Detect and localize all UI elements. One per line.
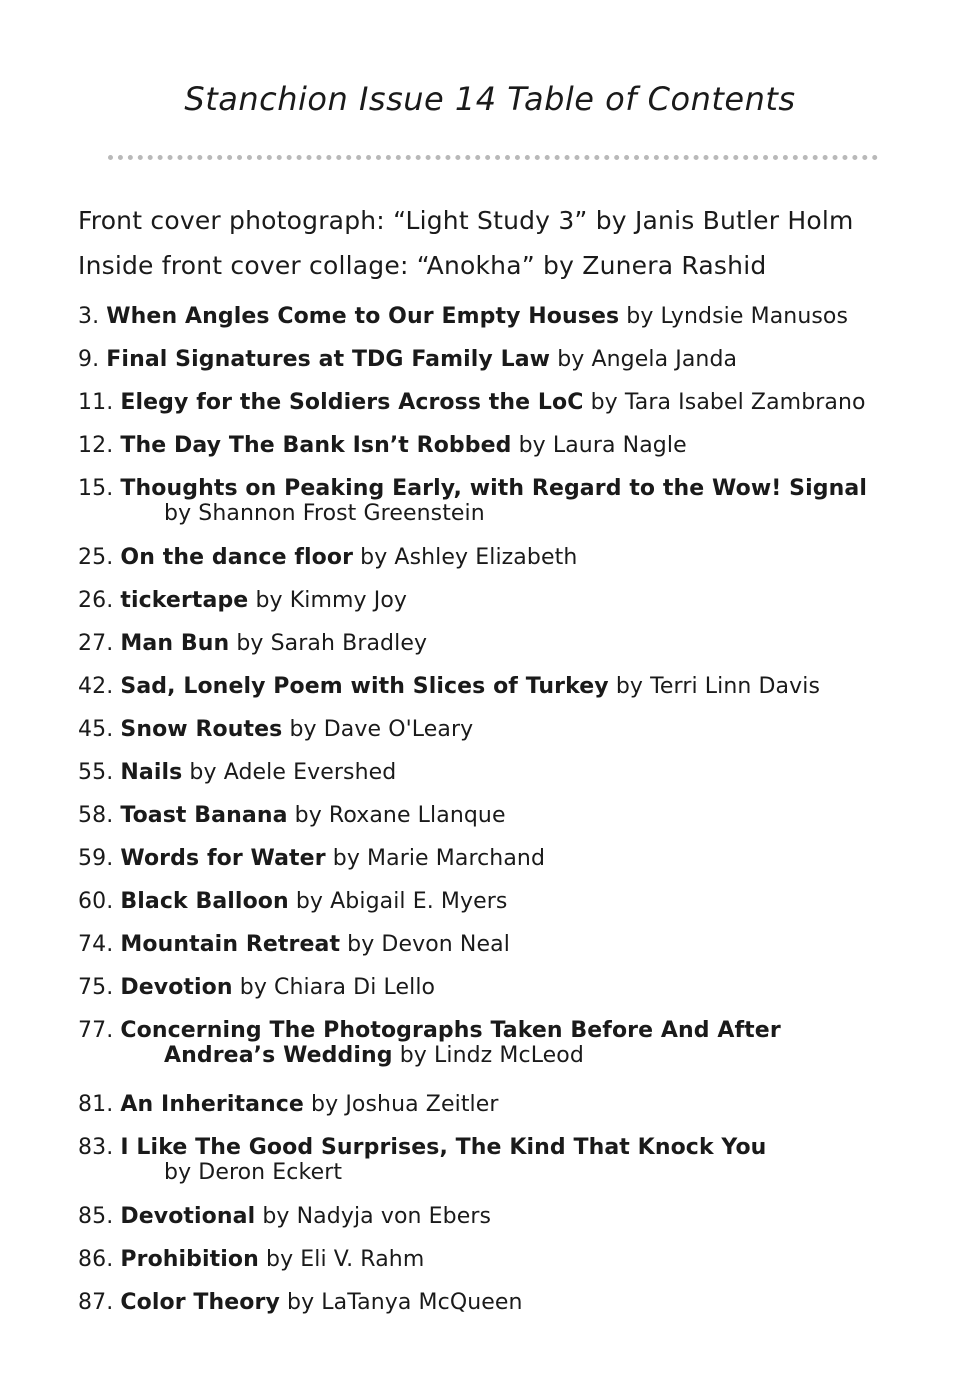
entry-title: I Like The Good Surprises, The Kind That Knock You <box>120 1135 767 1160</box>
entry-byline: by Lindz McLeod <box>399 1043 584 1068</box>
page-number: 9. <box>78 347 100 372</box>
entry-title: Sad, Lonely Poem with Slices of Turkey <box>120 674 609 699</box>
entry-title: Concerning The Photographs Taken Before And After <box>120 1018 781 1043</box>
entry-title: Thoughts on Peaking Early, with Regard to the Wow! Signal <box>120 476 867 501</box>
page-number: 86. <box>78 1247 114 1272</box>
inside-cover-credit: Inside front cover collage: “Anokha” by Zunera Rashid <box>78 251 767 280</box>
entry-title: Toast Banana <box>120 803 288 828</box>
entry-title: Nails <box>120 760 183 785</box>
toc-entry <box>78 1135 968 1204</box>
entry-title: The Day The Bank Isn’t Robbed <box>120 433 512 458</box>
entry-byline: by Chiara Di Lello <box>239 975 436 1000</box>
entry-title: Elegy for the Soldiers Across the LoC <box>120 390 584 415</box>
page-number: 74. <box>78 932 114 957</box>
toc-entry <box>78 1204 968 1247</box>
entry-byline: by Deron Eckert <box>164 1160 343 1185</box>
entry-title: Mountain Retreat <box>120 932 341 957</box>
entry-byline: by Dave O'Leary <box>289 717 474 742</box>
page-number: 26. <box>78 588 114 613</box>
entry-byline: by Terri Linn Davis <box>615 674 821 699</box>
entry-byline: by Adele Evershed <box>189 760 397 785</box>
entry-byline: by Angela Janda <box>557 347 738 372</box>
toc-entry <box>78 674 968 717</box>
toc-entry <box>78 304 968 347</box>
entry-title: An Inheritance <box>120 1092 304 1117</box>
entry-title: Final Signatures at TDG Family Law <box>106 347 551 372</box>
entry-title: Prohibition <box>120 1247 259 1272</box>
toc-entry <box>78 1018 968 1092</box>
entry-title: Color Theory <box>120 1290 280 1315</box>
page-number: 25. <box>78 545 114 570</box>
toc-entry <box>78 347 968 390</box>
page-number: 11. <box>78 390 114 415</box>
toc-entry <box>78 932 968 975</box>
toc-entry <box>78 975 968 1018</box>
toc-entry <box>78 1290 968 1333</box>
contents-list <box>78 304 968 1333</box>
page-number: 27. <box>78 631 114 656</box>
entry-title: When Angles Come to Our Empty Houses <box>106 304 620 329</box>
page-number: 60. <box>78 889 114 914</box>
toc-entry <box>78 803 968 846</box>
page-number: 42. <box>78 674 114 699</box>
page-number: 12. <box>78 433 114 458</box>
entry-byline: by Devon Neal <box>347 932 510 957</box>
page-number: 15. <box>78 476 114 501</box>
page-title: Stanchion Issue 14 Table of Contents <box>184 80 796 118</box>
entry-title: On the dance floor <box>120 545 354 570</box>
page-number: 3. <box>78 304 100 329</box>
toc-entry <box>78 760 968 803</box>
dotted-divider <box>108 155 878 160</box>
cover-credits <box>78 198 958 288</box>
page-number: 55. <box>78 760 114 785</box>
front-cover-credit: Front cover photograph: “Light Study 3” by Janis Butler Holm <box>78 206 854 235</box>
toc-entry <box>78 588 968 631</box>
entry-title: Words for Water <box>120 846 326 871</box>
entry-byline: by LaTanya McQueen <box>287 1290 523 1315</box>
entry-title: Black Balloon <box>120 889 289 914</box>
entry-title-continued-line <box>78 1044 968 1068</box>
entry-byline: by Shannon Frost Greenstein <box>164 501 485 526</box>
page-number: 85. <box>78 1204 114 1229</box>
page-number: 59. <box>78 846 114 871</box>
toc-entry <box>78 1247 968 1290</box>
page-number: 81. <box>78 1092 114 1117</box>
entry-byline: by Abigail E. Myers <box>295 889 508 914</box>
toc-entry <box>78 390 968 433</box>
toc-entry <box>78 1092 968 1135</box>
toc-entry <box>78 545 968 588</box>
entry-title: Snow Routes <box>120 717 283 742</box>
entry-title: Man Bun <box>120 631 230 656</box>
page-number: 45. <box>78 717 114 742</box>
page-number: 87. <box>78 1290 114 1315</box>
entry-title: Devotion <box>120 975 233 1000</box>
entry-title: Devotional <box>120 1204 256 1229</box>
entry-byline: by Laura Nagle <box>518 433 687 458</box>
entry-byline: by Tara Isabel Zambrano <box>590 390 866 415</box>
toc-entry <box>78 433 968 476</box>
page-number: 83. <box>78 1135 114 1160</box>
page-number: 75. <box>78 975 114 1000</box>
page-number: 58. <box>78 803 114 828</box>
toc-entry <box>78 476 968 545</box>
entry-byline: by Nadyja von Ebers <box>262 1204 492 1229</box>
entry-byline: by Roxane Llanque <box>294 803 506 828</box>
toc-entry <box>78 717 968 760</box>
entry-byline: by Ashley Elizabeth <box>360 545 578 570</box>
entry-title: tickertape <box>120 588 249 613</box>
toc-entry <box>78 631 968 674</box>
entry-byline: by Sarah Bradley <box>236 631 428 656</box>
entry-byline: by Eli V. Rahm <box>266 1247 425 1272</box>
entry-byline: by Kimmy Joy <box>255 588 407 613</box>
entry-byline: by Lyndsie Manusos <box>626 304 849 329</box>
entry-byline: by Joshua Zeitler <box>311 1092 499 1117</box>
page-number: 77. <box>78 1018 114 1043</box>
toc-entry <box>78 889 968 932</box>
toc-entry <box>78 846 968 889</box>
entry-byline: by Marie Marchand <box>332 846 546 871</box>
entry-title-continued: Andrea’s Wedding <box>164 1043 393 1068</box>
